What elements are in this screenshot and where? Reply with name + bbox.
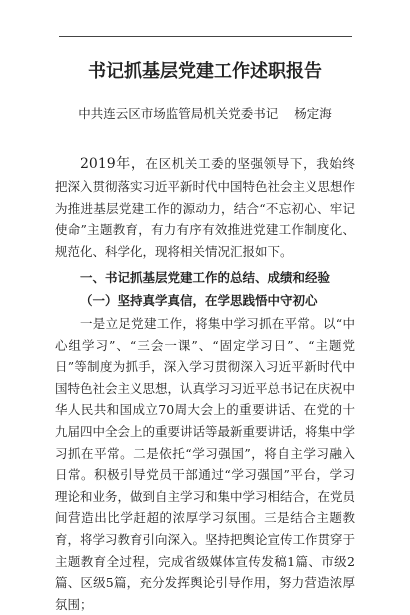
header-rule (59, 36, 352, 37)
intro-paragraph (55, 153, 355, 263)
intro-text: 在区机关工委的坚强领导下，我始终把深入贯彻落实习近平新时代中国特色社会主义思想作为推进基层党建工作的源动力，结合“不忘初心、牢记使命”主题教育，有力有序有效推进党建工作制度化、规范化、科学化，现将相关情况汇报如下。 (55, 156, 356, 260)
subsection-heading: （一）坚持真学真信，在学思践悟中守初心 (80, 292, 318, 308)
intro-year: 2019年， (80, 156, 146, 172)
document-title: 书记抓基层党建工作述职报告 (88, 61, 322, 82)
author-line: 中共连云区市场监管局机关党委书记 杨定海 (78, 106, 332, 121)
document-body (55, 153, 355, 615)
section-heading: 一、书记抓基层党建工作的总结、成绩和经验 (80, 269, 331, 285)
body-paragraph: 一是立足党建工作，将集中学习抓在平常。以“中心组学习”、“三会一课”、“固定学习日”、“主题党日”等制度为抓手，深入学习贯彻深入习近平新时代中国特色社会主义思想，认真学习习近平总书记在庆祝中华人民共和国成立70周大会上的重要讲话、在党的十九届四中全会上的重要讲话等最新重要讲话，将集中学习抓在平常。二是依托“学习强国”，将自主学习融入日常。积极引导党员干部通过“学习强国”平台，学习理论和业务，做到自主学习和集中学习相结合，在党员间营造出比学赶超的浓厚学习氛围。三是结合主题教育，将学习教育引向深入。坚持把舆论宣传工作贯穿于主题教育全过程，完成省级媒体宣传发稿1篇、市级2篇、区级5篇，充分发挥舆论引导作用，努力营造浓厚氛围； (55, 315, 356, 612)
